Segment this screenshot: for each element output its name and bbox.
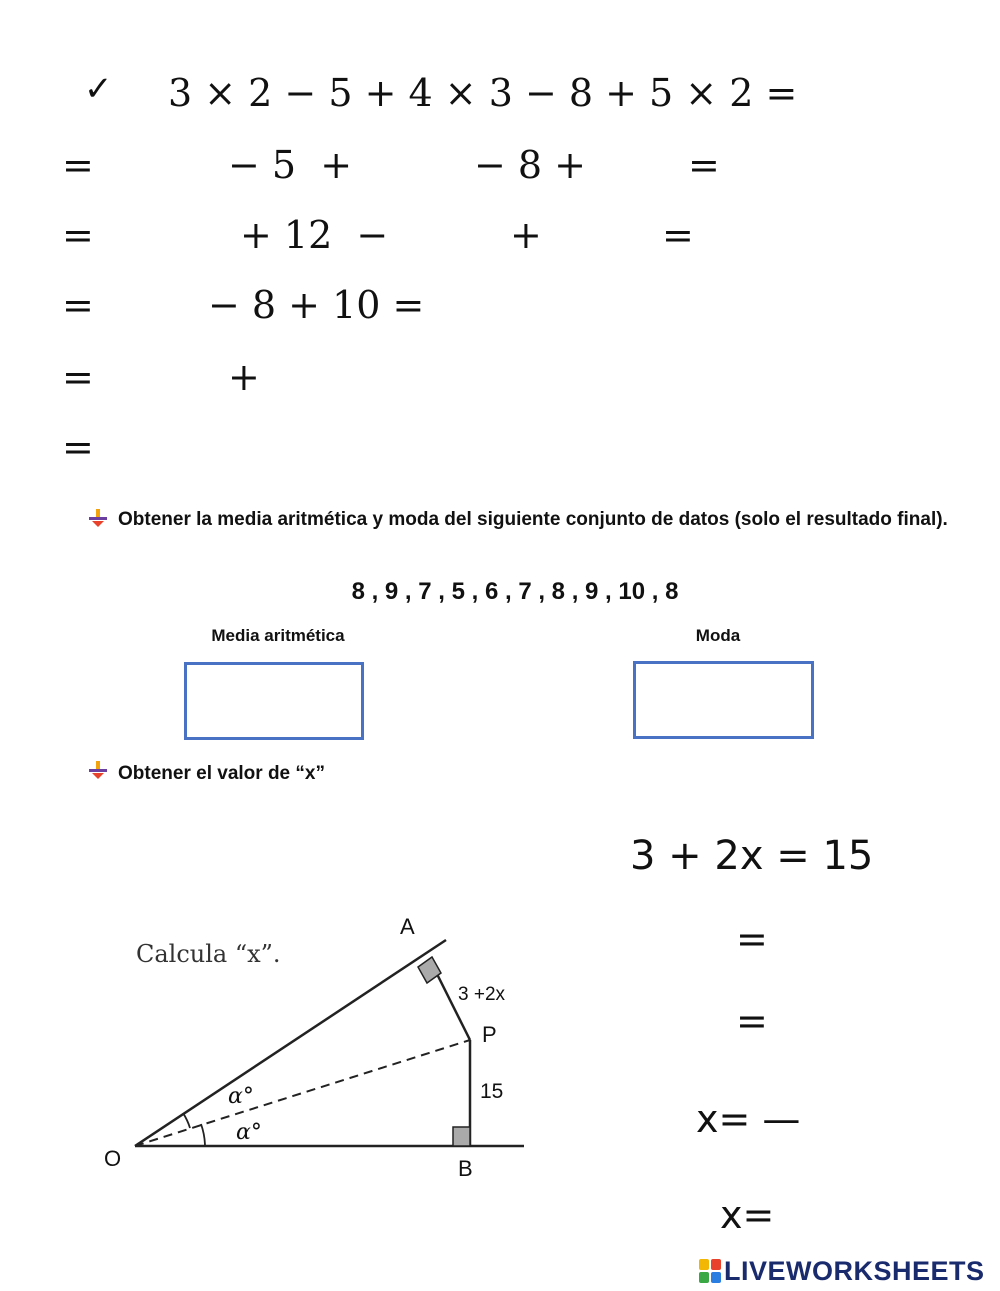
instruction-geometry: Obtener el valor de “x” bbox=[118, 763, 325, 784]
equals-sign: = bbox=[62, 425, 94, 469]
expression-line-1: 3 × 2 − 5 + 4 × 3 − 8 + 5 × 2 = bbox=[168, 71, 798, 115]
equation-step-3: = bbox=[736, 999, 768, 1043]
angle-lower-label: α° bbox=[236, 1120, 262, 1145]
expression-fragment: − 8 + 10 = bbox=[208, 283, 425, 327]
expression-fragment: + 12 − bbox=[240, 213, 389, 257]
equals-sign: = bbox=[688, 143, 720, 187]
expression-fragment: − 5 + bbox=[228, 143, 353, 187]
segment-pb-label: 15 bbox=[480, 1080, 504, 1103]
figure-caption: Calcula “x”. bbox=[136, 940, 281, 968]
brand-name: LIVEWORKSHEETS bbox=[724, 1255, 985, 1286]
equation-step-4: x= — bbox=[696, 1097, 801, 1141]
equals-sign: = bbox=[662, 213, 694, 257]
expression-fragment: + bbox=[228, 355, 260, 399]
equals-sign: = bbox=[62, 355, 94, 399]
equals-sign: = bbox=[62, 283, 94, 327]
mean-label: Media aritmética bbox=[211, 626, 345, 645]
check-icon: ✓ bbox=[84, 69, 113, 109]
vertex-label-p: P bbox=[482, 1022, 497, 1047]
dataset: 8 , 9 , 7 , 5 , 6 , 7 , 8 , 9 , 10 , 8 bbox=[351, 578, 679, 605]
expression-fragment: − 8 + bbox=[474, 143, 587, 187]
liveworksheets-logo-icon bbox=[698, 1258, 722, 1284]
vertex-label-b: B bbox=[458, 1156, 473, 1181]
equals-sign: = bbox=[62, 143, 94, 187]
mode-label: Moda bbox=[695, 626, 741, 645]
equation-step-1: 3 + 2x = 15 bbox=[630, 833, 874, 879]
angle-upper-label: α° bbox=[228, 1084, 254, 1109]
vertex-label-o: O bbox=[104, 1146, 122, 1171]
equation-step-2: = bbox=[736, 917, 768, 961]
equals-sign: = bbox=[62, 213, 94, 257]
instruction-statistics: Obtener la media aritmética y moda del siguiente conjunto de datos (solo el resultado final). bbox=[118, 509, 948, 530]
footer-brand bbox=[698, 1256, 985, 1286]
segment-ap-label: 3 +2x bbox=[458, 984, 506, 1005]
expression-fragment: + bbox=[510, 213, 542, 257]
vertex-label-a: A bbox=[400, 914, 415, 939]
equation-step-5: x= bbox=[720, 1193, 775, 1237]
